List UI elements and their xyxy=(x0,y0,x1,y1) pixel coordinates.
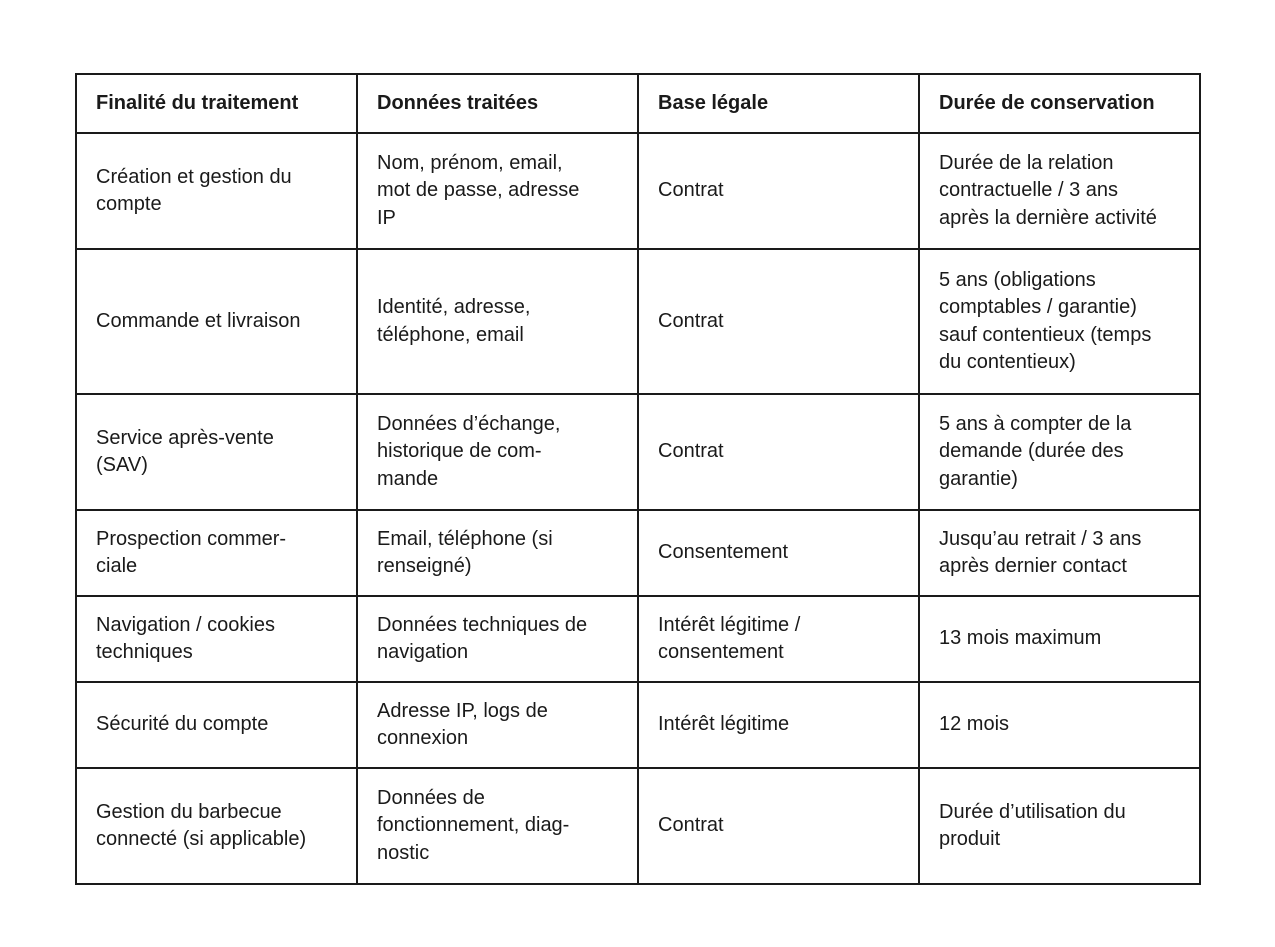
cell-retention-period: Durée d’utilisation du produit xyxy=(919,768,1200,884)
cell-data-processed: Données techniques de navigation xyxy=(357,596,638,682)
data-processing-table xyxy=(75,73,1201,885)
cell-legal-basis: Contrat xyxy=(638,133,919,249)
table-row xyxy=(76,596,1200,682)
cell-legal-basis: Intérêt légitime / consentement xyxy=(638,596,919,682)
cell-legal-basis: Contrat xyxy=(638,394,919,510)
cell-legal-basis: Contrat xyxy=(638,249,919,394)
table-header-row xyxy=(76,74,1200,133)
cell-data-processed: Données d’échange, historique de com- mande xyxy=(357,394,638,510)
cell-data-processed: Nom, prénom, email, mot de passe, adresse IP xyxy=(357,133,638,249)
cell-purpose: Commande et livraison xyxy=(76,249,357,394)
table-row xyxy=(76,768,1200,884)
cell-retention-period: 12 mois xyxy=(919,682,1200,768)
table-row xyxy=(76,510,1200,596)
cell-retention-period: 5 ans (obligations comptables / garantie) sauf contentieux (temps du contentieux) xyxy=(919,249,1200,394)
cell-data-processed: Identité, adresse, téléphone, email xyxy=(357,249,638,394)
cell-purpose: Sécurité du compte xyxy=(76,682,357,768)
cell-purpose: Prospection commer- ciale xyxy=(76,510,357,596)
cell-legal-basis: Intérêt légitime xyxy=(638,682,919,768)
cell-retention-period: 5 ans à compter de la demande (durée des garantie) xyxy=(919,394,1200,510)
cell-retention-period: 13 mois maximum xyxy=(919,596,1200,682)
cell-purpose: Service après-vente (SAV) xyxy=(76,394,357,510)
table-row xyxy=(76,394,1200,510)
table-row xyxy=(76,249,1200,394)
cell-purpose: Navigation / cookies techniques xyxy=(76,596,357,682)
cell-data-processed: Email, téléphone (si renseigné) xyxy=(357,510,638,596)
cell-purpose: Gestion du barbecue connecté (si applicable) xyxy=(76,768,357,884)
table-row xyxy=(76,682,1200,768)
table-row xyxy=(76,133,1200,249)
cell-legal-basis: Contrat xyxy=(638,768,919,884)
cell-data-processed: Adresse IP, logs de connexion xyxy=(357,682,638,768)
document-page xyxy=(75,73,1200,885)
cell-retention-period: Durée de la relation contractuelle / 3 ans après la dernière activité xyxy=(919,133,1200,249)
cell-purpose: Création et gestion du compte xyxy=(76,133,357,249)
header-purpose: Finalité du traitement xyxy=(76,74,357,133)
header-legal-basis: Base légale xyxy=(638,74,919,133)
header-data-processed: Données traitées xyxy=(357,74,638,133)
cell-data-processed: Données de fonctionnement, diag- nostic xyxy=(357,768,638,884)
cell-retention-period: Jusqu’au retrait / 3 ans après dernier contact xyxy=(919,510,1200,596)
cell-legal-basis: Consentement xyxy=(638,510,919,596)
header-retention-period: Durée de conservation xyxy=(919,74,1200,133)
